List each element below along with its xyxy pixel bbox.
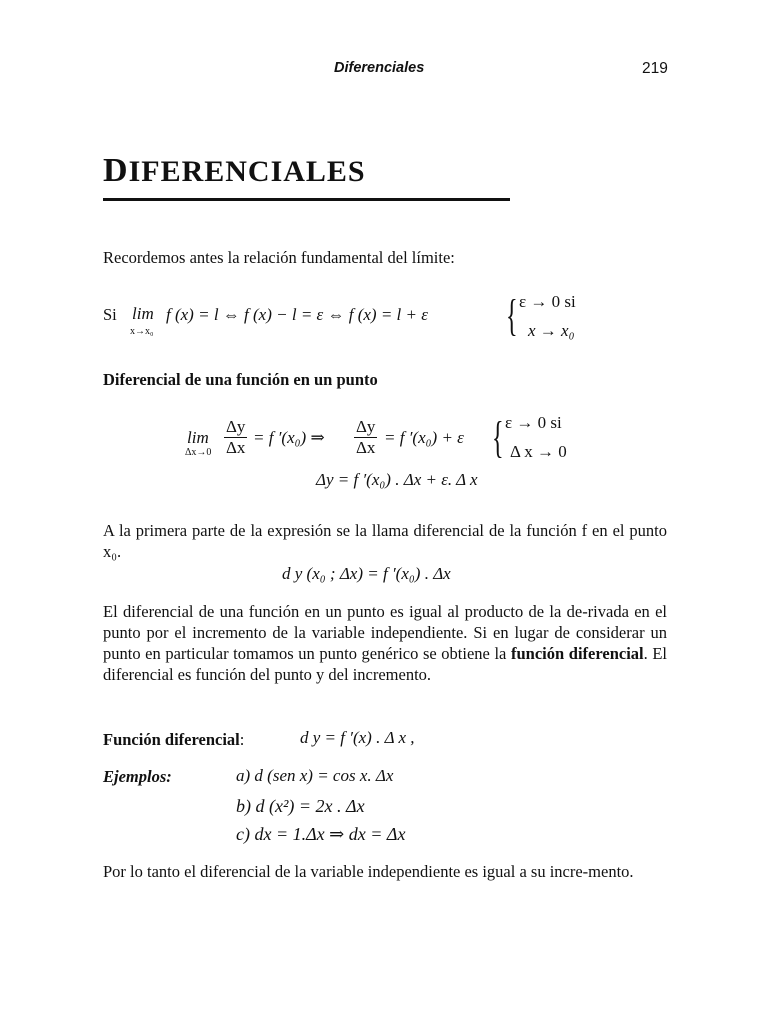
dy-formula-text: d y (x₀ ; Δx) = f ′(x₀) . Δx: [282, 564, 451, 583]
eq1-end: [384, 428, 464, 448]
function-diff-label: [103, 729, 244, 750]
limit-cond2-text: x → x₀: [528, 321, 575, 340]
si-label: Si: [103, 305, 117, 324]
section-left-brace: {: [492, 413, 504, 462]
eq1-mid-text: = f ′(x₀) ⇒: [253, 428, 325, 447]
chapter-rule: [103, 198, 510, 201]
paragraph-explanation: [103, 601, 667, 685]
example-a: [236, 766, 393, 786]
running-head: [0, 60, 768, 82]
chapter-title-rest: IFERENCIALES: [128, 155, 366, 188]
fraction-1-num: Δy: [226, 417, 246, 436]
fraction-1: [224, 417, 247, 458]
limit-expression-text: f (x) = l ⇔ f (x) − l = ε ⇔ f (x) = l + ε: [166, 305, 428, 324]
chapter-title: [103, 152, 366, 190]
limit-cond2: [528, 321, 575, 341]
limit-expression: [166, 305, 428, 325]
page-number: 219: [642, 60, 668, 77]
examples-label-text: Ejemplos:: [103, 767, 172, 786]
limit-cond1: ε → 0 si: [519, 292, 576, 311]
example-b: [236, 796, 365, 817]
paragraph-explanation-part2: . El diferencial es función del punto y del incremento.: [103, 644, 668, 684]
chapter-title-initial: D: [103, 152, 129, 189]
section-lim-subscript: Δx→0: [185, 447, 212, 458]
function-diff-formula: [300, 728, 415, 748]
function-diff-formula-text: d y = f ′(x) . Δ x ,: [300, 728, 415, 747]
lim-text: lim: [132, 304, 154, 323]
eq1-mid: [253, 428, 325, 448]
examples-label: [103, 766, 172, 787]
running-title: Diferenciales: [334, 60, 425, 76]
function-diff-colon: :: [239, 730, 245, 749]
conclusion-text: Por lo tanto el diferencial de la variable independiente es igual a su incre-mento.: [103, 862, 634, 881]
limit-operator: [132, 304, 154, 324]
delta-y-equation: [316, 470, 478, 490]
paragraph-definition: A la primera parte de la expresión se la llama diferencial de la función f en el punto x₀.: [103, 521, 667, 561]
section-lim: [187, 428, 209, 448]
intro-text: Recordemos antes la relación fundamental del límite:: [103, 248, 455, 267]
fraction-1-den: Δx: [226, 438, 246, 457]
fraction-2-den: Δx: [356, 438, 376, 457]
dy-formula: [282, 564, 451, 584]
example-a-text: a) d (sen x) = cos x. Δx: [236, 766, 394, 785]
section-heading-point: Diferencial de una función en un punto: [103, 370, 378, 389]
paragraph-explanation-bold: función diferencial: [510, 644, 644, 663]
example-c-text: c) dx = 1.Δx ⇒ dx = Δx: [236, 824, 406, 844]
delta-y-equation-text: Δy = f ′(x₀) . Δx + ε. Δ x: [316, 470, 478, 489]
section-lim-text: lim: [187, 428, 209, 447]
left-brace: {: [506, 291, 518, 340]
paragraph-explanation-part1: El diferencial de una función en un punto es igual al producto de la de-rivada en el punto por el incremento de la variable independiente. Si en lugar de considerar un punto en particular tomamos un punto genérico se obtiene la: [103, 602, 667, 663]
section-cond1: ε → 0 si: [505, 413, 562, 432]
eq1-end-text: = f ′(x₀) + ε: [384, 428, 464, 447]
function-diff-label-text: Función diferencial: [103, 730, 240, 749]
fraction-2-num: Δy: [356, 417, 376, 436]
example-c: [236, 824, 405, 845]
limit-subscript: x→x₀: [130, 326, 154, 337]
example-b-text: b) d (x²) = 2x . Δx: [236, 796, 365, 816]
fraction-2: [354, 417, 377, 458]
section-cond2: Δ x → 0: [510, 442, 567, 461]
